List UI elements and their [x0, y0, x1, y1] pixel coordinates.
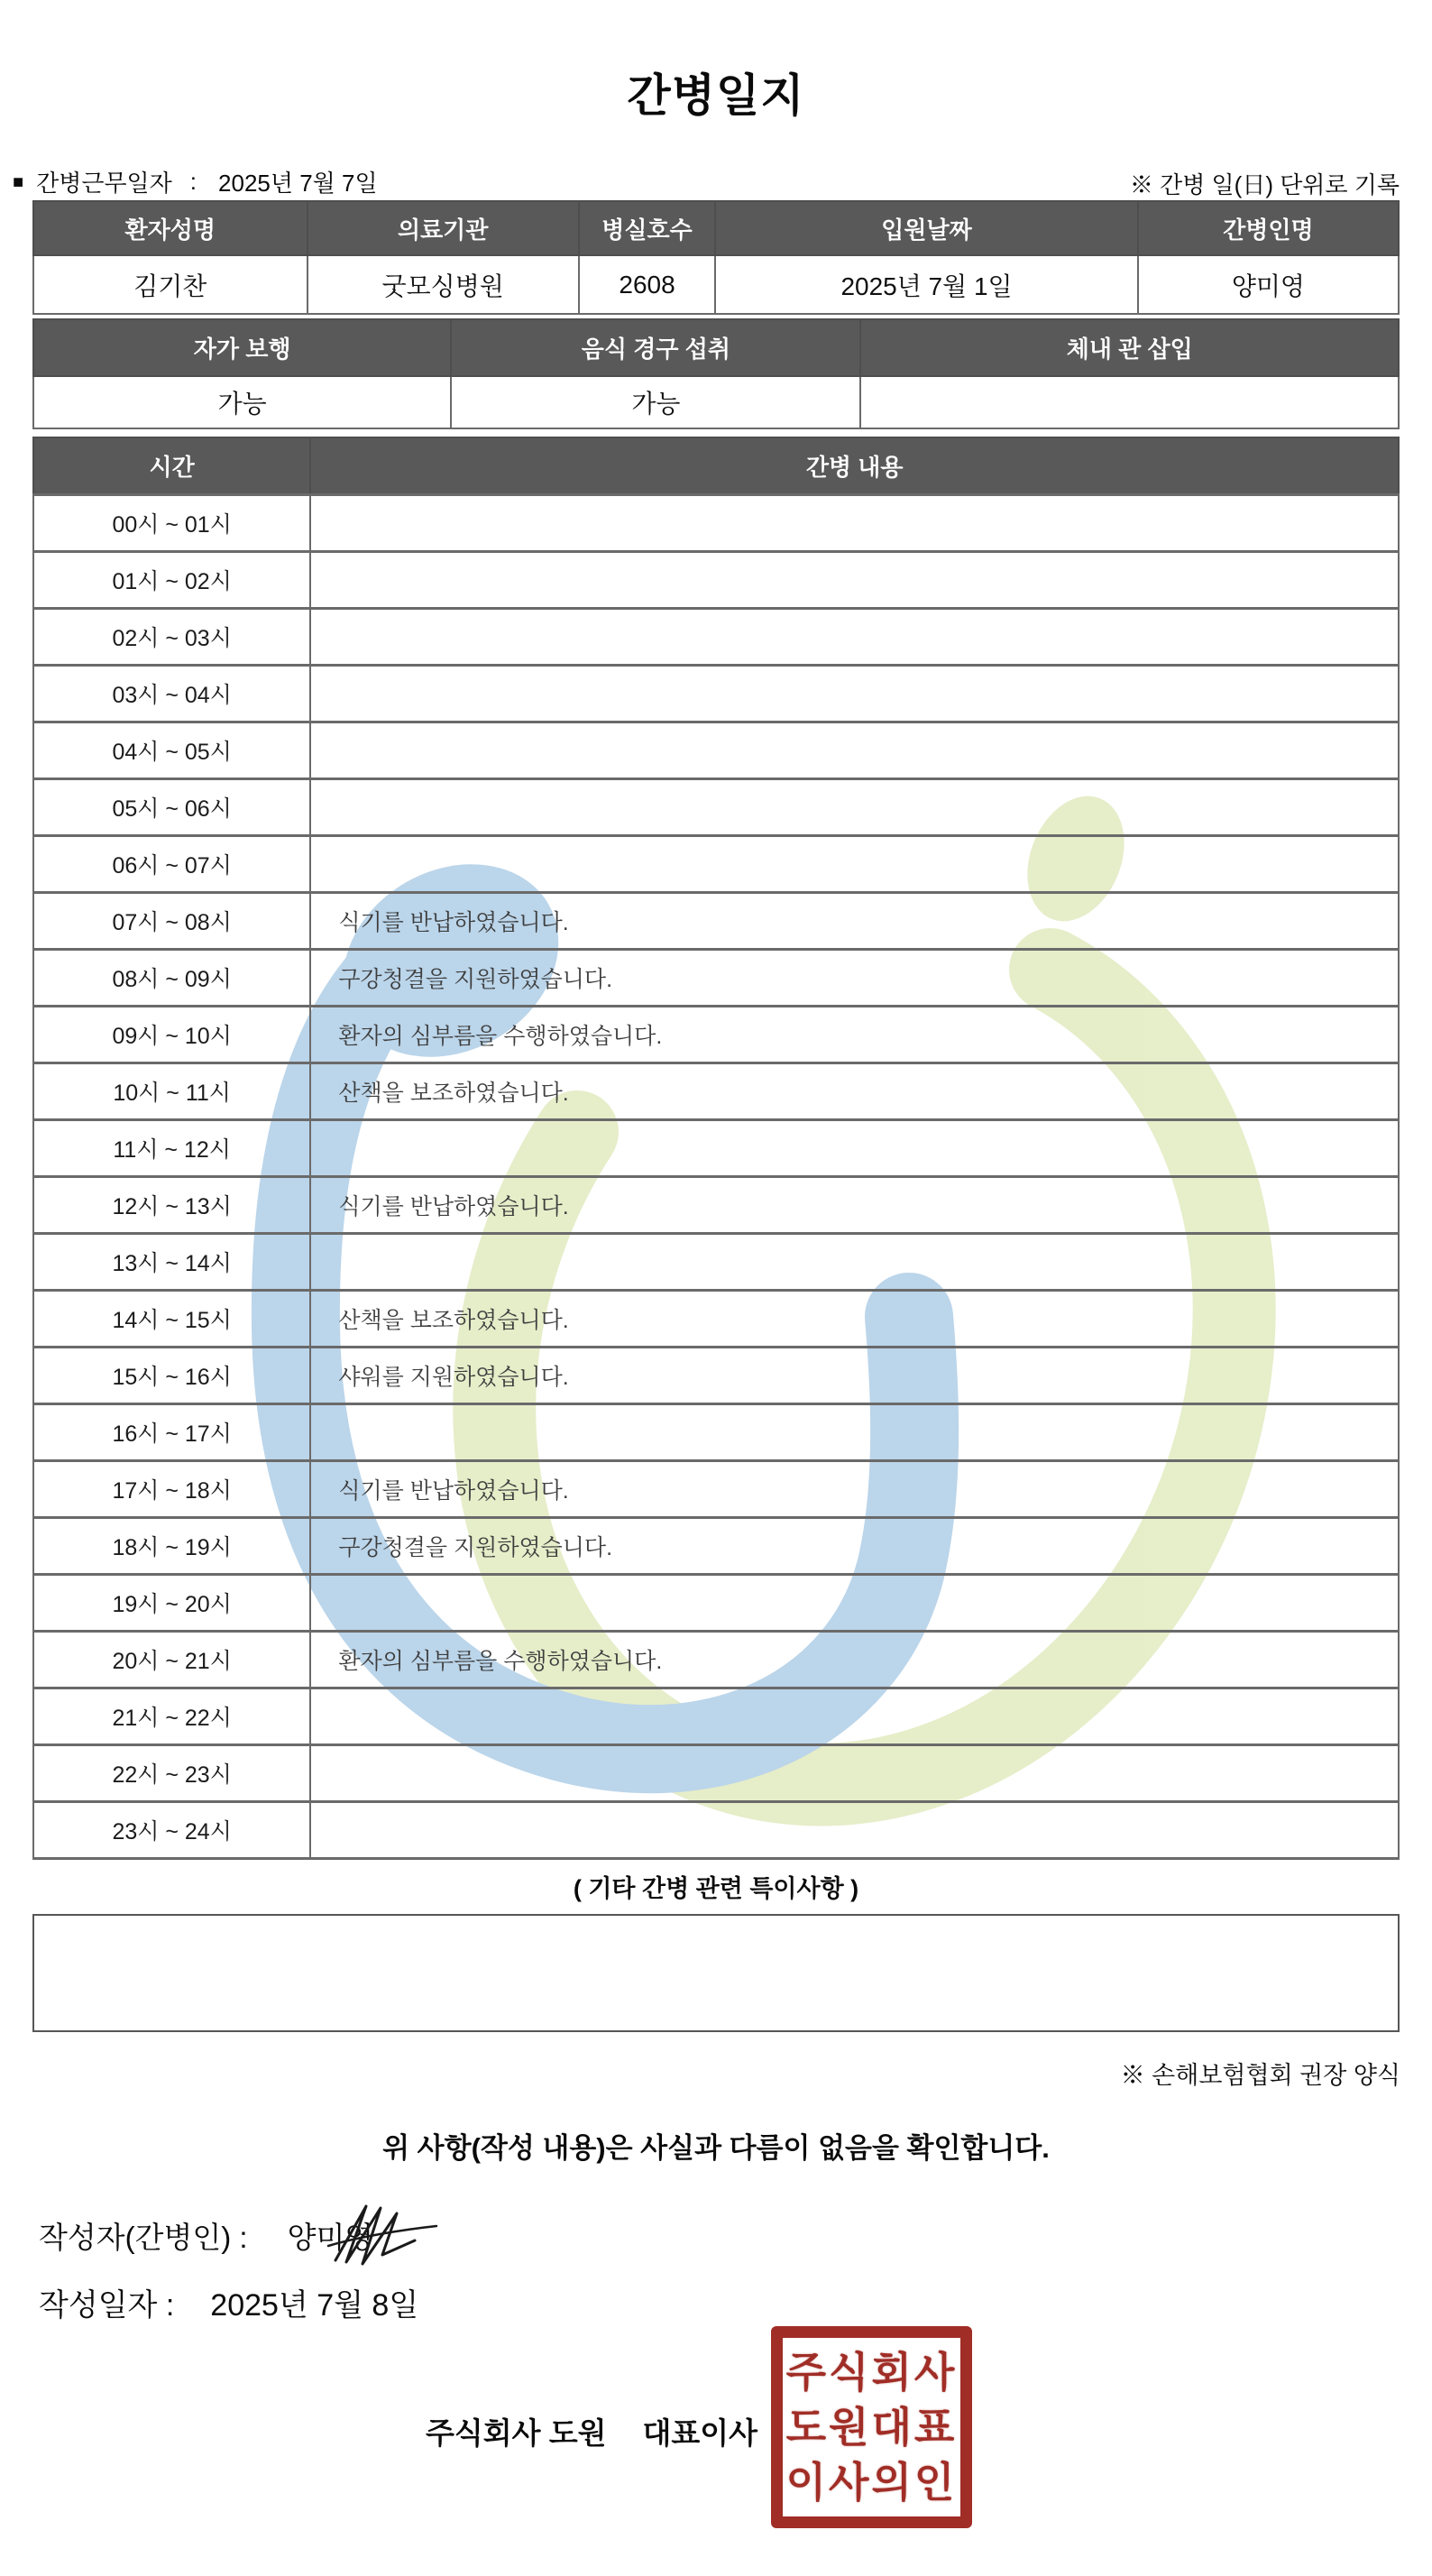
patient-header-cell-0: 환자성명 [33, 201, 308, 255]
status-value-row [33, 376, 1399, 428]
care-log-row-21 [33, 1688, 1399, 1744]
time-slot-14: 14시 ~ 15시 [33, 1290, 310, 1347]
patient-value-cell-2: 2608 [579, 255, 715, 314]
care-log-row-3 [33, 665, 1399, 722]
care-content-4 [310, 722, 1399, 778]
care-content-2 [310, 608, 1399, 665]
unit-note: ※ 간병 일(日) 단위로 기록 [1129, 171, 1400, 198]
time-slot-19: 19시 ~ 20시 [33, 1574, 310, 1631]
content-column-header: 간병 내용 [310, 437, 1399, 494]
patient-status-table [32, 318, 1400, 429]
patient-header-row [33, 201, 1399, 255]
time-slot-15: 15시 ~ 16시 [33, 1347, 310, 1403]
care-content-5 [310, 778, 1399, 835]
care-log-row-22 [33, 1744, 1399, 1801]
time-slot-12: 12시 ~ 13시 [33, 1176, 310, 1233]
care-log-row-23 [33, 1801, 1399, 1858]
care-log-row-0 [33, 494, 1399, 551]
time-slot-18: 18시 ~ 19시 [33, 1517, 310, 1574]
care-log-row-9 [33, 1006, 1399, 1063]
work-date-colon: : [189, 168, 197, 195]
care-log-row-11 [33, 1119, 1399, 1176]
care-log-table [32, 437, 1400, 1860]
seal-line-1: 도원대표 [785, 2404, 958, 2451]
patient-value-cell-0: 김기찬 [33, 255, 308, 314]
time-slot-11: 11시 ~ 12시 [33, 1119, 310, 1176]
time-slot-1: 01시 ~ 02시 [33, 551, 310, 608]
patient-value-cell-4: 양미영 [1138, 255, 1399, 314]
patient-value-row [33, 255, 1399, 314]
time-slot-8: 08시 ~ 09시 [33, 949, 310, 1006]
written-date-line [39, 2280, 418, 2324]
care-content-9: 환자의 심부름을 수행하였습니다. [310, 1006, 1399, 1063]
time-slot-10: 10시 ~ 11시 [33, 1063, 310, 1119]
special-notes-title: ( 기타 간병 관련 특이사항 ) [573, 1875, 859, 1902]
care-log-row-18 [33, 1517, 1399, 1574]
time-slot-6: 06시 ~ 07시 [33, 835, 310, 892]
work-date-line [13, 165, 378, 198]
time-slot-0: 00시 ~ 01시 [33, 494, 310, 551]
recommended-form-note: ※ 손해보험협회 권장 양식 [1120, 2062, 1400, 2089]
care-content-0 [310, 494, 1399, 551]
care-log-row-8 [33, 949, 1399, 1006]
time-slot-13: 13시 ~ 14시 [33, 1233, 310, 1290]
care-content-11 [310, 1119, 1399, 1176]
care-content-1 [310, 551, 1399, 608]
care-log-row-10 [33, 1063, 1399, 1119]
care-log-row-4 [33, 722, 1399, 778]
status-value-cell-2 [860, 376, 1399, 428]
time-slot-21: 21시 ~ 22시 [33, 1688, 310, 1744]
patient-header-cell-2: 병실호수 [579, 201, 715, 255]
writer-line [39, 2214, 373, 2257]
company-name: 주식회사 도원 [426, 2416, 607, 2450]
care-log-row-6 [33, 835, 1399, 892]
time-slot-3: 03시 ~ 04시 [33, 665, 310, 722]
care-content-14: 산책을 보조하였습니다. [310, 1290, 1399, 1347]
care-content-3 [310, 665, 1399, 722]
care-content-12: 식기를 반납하였습니다. [310, 1176, 1399, 1233]
care-content-18: 구강청결을 지원하였습니다. [310, 1517, 1399, 1574]
care-content-7: 식기를 반납하였습니다. [310, 892, 1399, 949]
writer-label: 작성자(간병인) : [39, 2221, 248, 2254]
writer-signature [326, 2199, 444, 2271]
status-header-row [33, 319, 1399, 376]
care-log-row-16 [33, 1403, 1399, 1460]
patient-value-cell-3: 2025년 7월 1일 [715, 255, 1138, 314]
time-slot-5: 05시 ~ 06시 [33, 778, 310, 835]
care-content-13 [310, 1233, 1399, 1290]
company-role: 대표이사 [642, 2416, 757, 2450]
confirmation-statement: 위 사항(작성 내용)은 사실과 다름이 없음을 확인합니다. [382, 2132, 1050, 2164]
time-slot-4: 04시 ~ 05시 [33, 722, 310, 778]
status-header-cell-1: 음식 경구 섭취 [451, 319, 860, 376]
care-content-21 [310, 1688, 1399, 1744]
status-value-cell-1: 가능 [451, 376, 860, 428]
status-value-cell-0: 가능 [33, 376, 451, 428]
status-header-cell-2: 체내 관 삽입 [860, 319, 1399, 376]
patient-value-cell-1: 굿모싱병원 [308, 255, 579, 314]
care-log-row-13 [33, 1233, 1399, 1290]
care-content-10: 산책을 보조하였습니다. [310, 1063, 1399, 1119]
care-log-header-row [33, 437, 1399, 494]
time-slot-7: 07시 ~ 08시 [33, 892, 310, 949]
company-line [426, 2410, 757, 2452]
care-content-16 [310, 1403, 1399, 1460]
care-log-row-5 [33, 778, 1399, 835]
care-content-23 [310, 1801, 1399, 1858]
care-log-row-19 [33, 1574, 1399, 1631]
time-slot-9: 09시 ~ 10시 [33, 1006, 310, 1063]
written-date-value: 2025년 7월 8일 [210, 2288, 419, 2323]
time-slot-2: 02시 ~ 03시 [33, 608, 310, 665]
time-column-header: 시간 [33, 437, 310, 494]
care-log-row-1 [33, 551, 1399, 608]
time-slot-16: 16시 ~ 17시 [33, 1403, 310, 1460]
care-log-row-12 [33, 1176, 1399, 1233]
work-date-label: 간병근무일자 [36, 170, 172, 197]
care-log-row-15 [33, 1347, 1399, 1403]
care-content-6 [310, 835, 1399, 892]
care-content-17: 식기를 반납하였습니다. [310, 1460, 1399, 1517]
care-content-19 [310, 1574, 1399, 1631]
seal-line-0: 주식회사 [785, 2349, 958, 2396]
care-content-15: 샤워를 지원하였습니다. [310, 1347, 1399, 1403]
square-bullet-icon: ■ [13, 171, 24, 192]
patient-header-cell-1: 의료기관 [308, 201, 579, 255]
work-date-value: 2025년 7월 7일 [218, 170, 378, 197]
corporate-seal-stamp [771, 2326, 972, 2528]
care-log-row-20 [33, 1631, 1399, 1688]
time-slot-22: 22시 ~ 23시 [33, 1744, 310, 1801]
patient-header-cell-4: 간병인명 [1138, 201, 1399, 255]
patient-info-table [32, 200, 1400, 315]
time-slot-17: 17시 ~ 18시 [33, 1460, 310, 1517]
care-content-8: 구강청결을 지원하였습니다. [310, 949, 1399, 1006]
writer-name: 양미영 [287, 2221, 374, 2254]
time-slot-20: 20시 ~ 21시 [33, 1631, 310, 1688]
status-header-cell-0: 자가 보행 [33, 319, 451, 376]
page-title: 간병일지 [627, 70, 805, 121]
care-log-row-14 [33, 1290, 1399, 1347]
patient-header-cell-3: 입원날짜 [715, 201, 1138, 255]
care-log-row-17 [33, 1460, 1399, 1517]
care-content-20: 환자의 심부름을 수행하였습니다. [310, 1631, 1399, 1688]
written-date-label: 작성일자 : [39, 2288, 175, 2323]
special-notes-box [32, 1914, 1400, 2032]
time-slot-23: 23시 ~ 24시 [33, 1801, 310, 1858]
care-log-row-7 [33, 892, 1399, 949]
seal-line-2: 이사의인 [785, 2459, 958, 2506]
care-log-row-2 [33, 608, 1399, 665]
care-content-22 [310, 1744, 1399, 1801]
